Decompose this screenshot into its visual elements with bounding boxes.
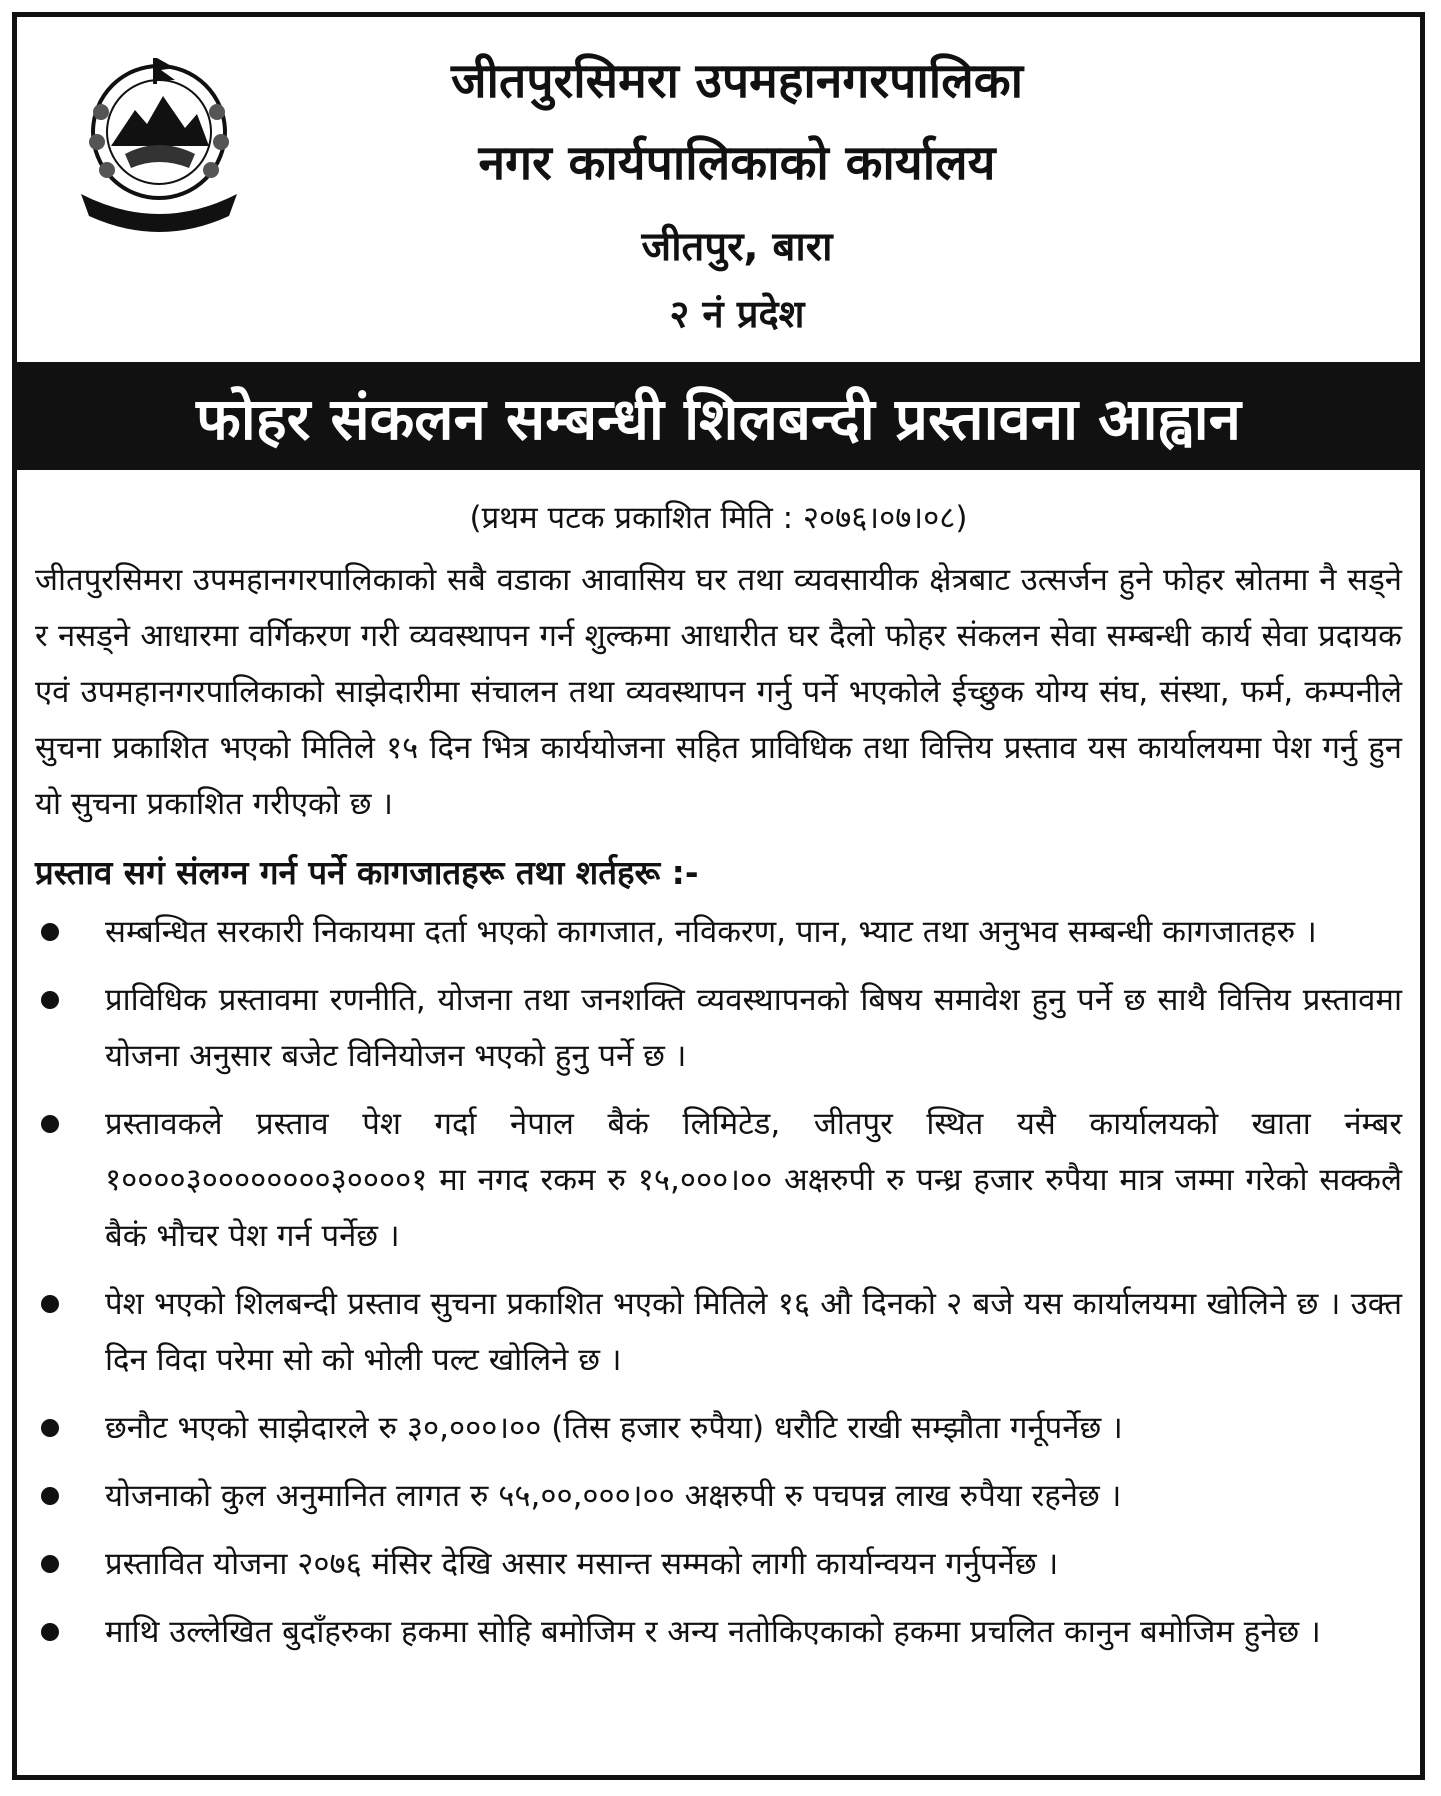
- bullet-icon: [41, 1487, 59, 1505]
- office-location: जीतपुर, बारा: [641, 224, 833, 270]
- nepal-government-emblem-icon: [67, 52, 252, 232]
- bullet-text: योजनाको कुल अनुमानित लागत रु ५५,००,०००।०० अक्षरुपी रु पचपन्न लाख रुपैया रहनेछ ।: [105, 1478, 1122, 1514]
- bullet-text: प्रस्तावकले प्रस्ताव पेश गर्दा नेपाल बैकं लिमिटेड, जीतपुर स्थित यसै कार्यालयको खाता नंम्बर १००००३००००००००३००००१ मा नगद रकम रु १५,०००।०० अक्षरुपी रु पन्ध्र हजार रुपैया मात्र जम्मा गरेको सक्कलै बैकं भौचर पेश गर्न पर्नेछ ।: [105, 1106, 1402, 1254]
- bullet-icon: [41, 1115, 59, 1133]
- list-item: [35, 1400, 1402, 1456]
- intro-paragraph: जीतपुरसिमरा उपमहानगरपालिकाको सबै वडाका आवासिय घर तथा व्यवसायीक क्षेत्रबाट उत्सर्जन हुने फोहर स्रोतमा नै सड्ने र नसड्ने आधारमा वर्गिकरण गरी व्यवस्थापन गर्न शुल्कमा आधारीत घर दैलो फोहर संकलन सेवा सम्बन्धी कार्य सेवा प्रदायक एवं उपमहानगरपालिकाको साझेदारीमा संचालन तथा व्यवस्थापन गर्नु पर्ने भएकोले ईच्छुक योग्य संघ, संस्था, फर्म, कम्पनीले सुचना प्रकाशित भएको मितिले १५ दिन भित्र कार्ययोजना सहित प्राविधिक तथा वित्तिय प्रस्ताव यस कार्यालयमा पेश गर्नु हुन यो सुचना प्रकाशित गरीएको छ ।: [35, 562, 1402, 822]
- office-subtitle: नगर कार्यपालिकाको कार्यालय: [478, 135, 996, 191]
- bullet-icon: [41, 1419, 59, 1437]
- bullet-icon: [41, 1295, 59, 1313]
- bullet-text: छनौट भएको साझेदारले रु ३०,०००।०० (तिस हजार रुपैया) धरौटि राखी सम्झौता गर्नूपर्नेछ ।: [105, 1410, 1123, 1446]
- list-item: [35, 1604, 1402, 1660]
- notice-body: [17, 470, 1420, 1672]
- list-item: [35, 1276, 1402, 1388]
- requirements-list: [17, 904, 1420, 1660]
- bullet-icon: [41, 991, 59, 1009]
- list-item: [35, 1536, 1402, 1592]
- notice-title-banner: [17, 362, 1420, 470]
- notice-frame: [12, 12, 1425, 1780]
- bullet-icon: [41, 1623, 59, 1641]
- bullet-text: पेश भएको शिलबन्दी प्रस्ताव सुचना प्रकाशित भएको मितिले १६ औ दिनको २ बजे यस कार्यालयमा खोलिने छ । उक्त दिन विदा परेमा सो को भोली पल्ट खोलिने छ ।: [105, 1286, 1402, 1378]
- bullet-text: प्राविधिक प्रस्तावमा रणनीति, योजना तथा जनशक्ति व्यवस्थापनको बिषय समावेश हुनु पर्ने छ साथै वित्तिय प्रस्तावमा योजना अनुसार बजेट विनियोजन भएको हुनु पर्ने छ ।: [105, 982, 1402, 1074]
- bullet-text: सम्बन्धित सरकारी निकायमा दर्ता भएको कागजात, नविकरण, पान, भ्याट तथा अनुभव सम्बन्धी कागजातहरु ।: [105, 914, 1317, 950]
- bullet-text: माथि उल्लेखित बुदाँहरुका हकमा सोहि बमोजिम र अन्य नतोकिएकाको हकमा प्रचलित कानुन बमोजिम हुनेछ ।: [105, 1614, 1321, 1650]
- bullet-text: प्रस्तावित योजना २०७६ मंसिर देखि असार मसान्त सम्मको लागी कार्यान्वयन गर्नुपर्नेछ ।: [105, 1546, 1059, 1582]
- notice-title: फोहर संकलन सम्बन्धी शिलबन्दी प्रस्तावना आह्वान: [196, 384, 1241, 453]
- letterhead: [17, 17, 1420, 362]
- bullet-icon: [41, 1555, 59, 1573]
- requirements-heading: प्रस्ताव सगं संलग्न गर्न पर्ने कागजातहरू तथा शर्तहरू :-: [35, 853, 699, 892]
- publication-date: (प्रथम पटक प्रकाशित मिति : २०७६।०७।०८): [469, 500, 968, 536]
- list-item: [35, 1468, 1402, 1524]
- list-item: [35, 904, 1402, 960]
- list-item: [35, 972, 1402, 1084]
- office-province: २ नं प्रदेश: [669, 292, 805, 336]
- bullet-icon: [41, 923, 59, 941]
- office-name: जीतपुरसिमरा उपमहानगरपालिका: [450, 53, 1024, 109]
- list-item: [35, 1096, 1402, 1264]
